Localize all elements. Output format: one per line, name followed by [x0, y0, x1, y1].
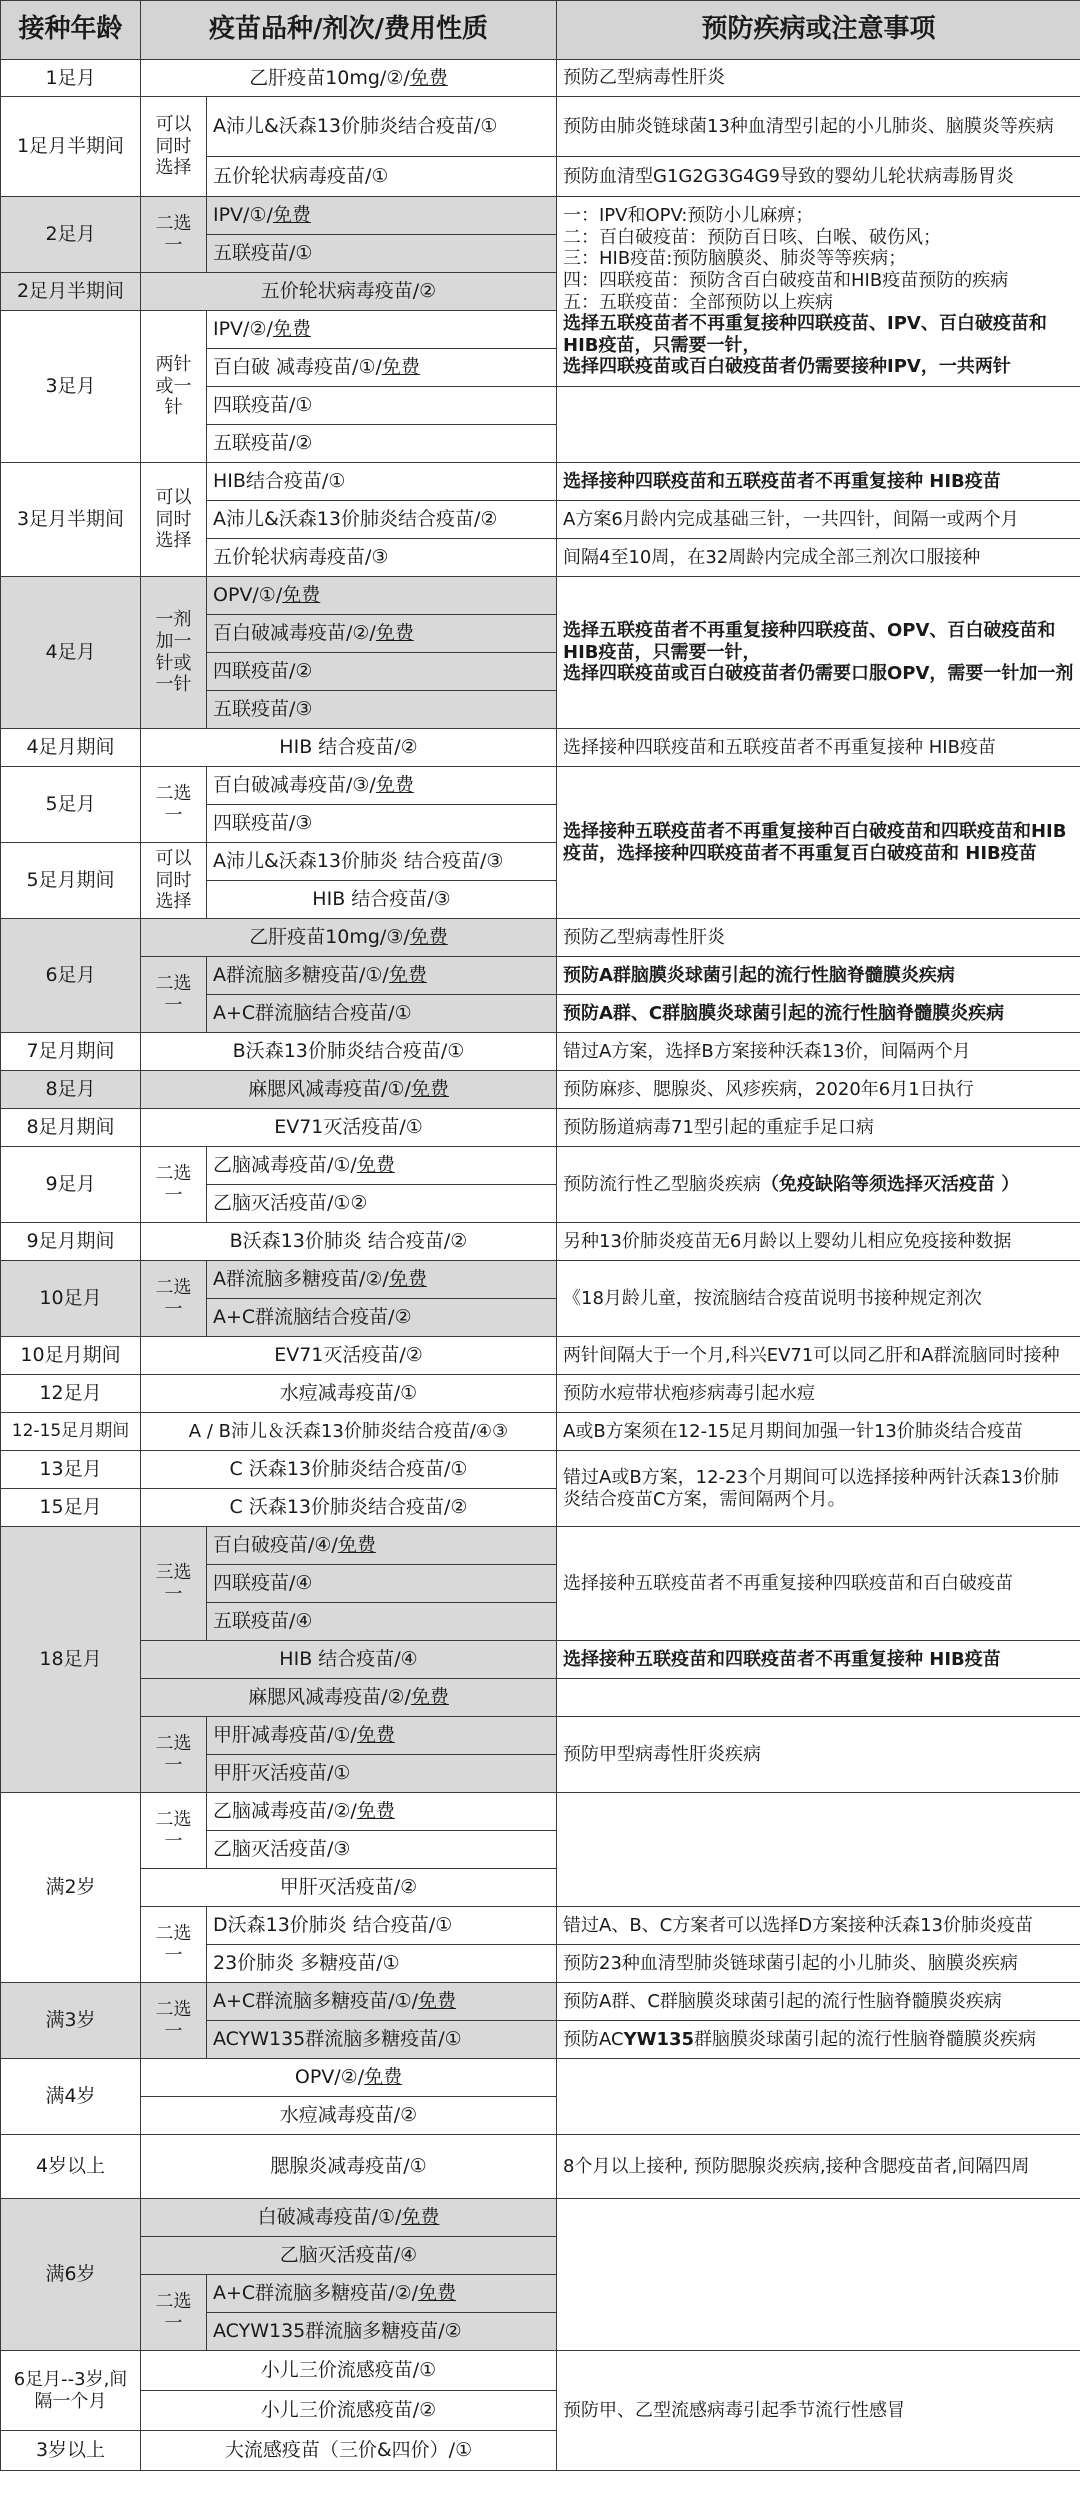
note-cell: 预防流行性乙型脑炎疾病（免疫缺陷等须选择灭活疫苗 ） — [557, 1147, 1080, 1223]
note-cell: 预防麻疹、腮腺炎、风疹疾病，2020年6月1日执行 — [557, 1071, 1080, 1109]
vaccine-cell: ACYW135群流脑多糖疫苗/② — [207, 2313, 557, 2351]
table-row — [1, 919, 1080, 957]
free-label: 免费 — [356, 1154, 395, 1177]
table-row — [1, 1907, 1080, 1945]
age-cell: 13足月 — [1, 1451, 141, 1489]
free-label: 免费 — [282, 584, 321, 607]
free-label: 免费 — [409, 66, 448, 89]
vaccine-cell: A+C群流脑多糖疫苗/①/免费 — [207, 1983, 557, 2021]
note-cell: 选择接种五联疫苗者不再重复接种百白破疫苗和四联疫苗和HIB疫苗，选择接种四联疫苗者不再重复百白破疫苗和 HIB疫苗 — [557, 767, 1080, 919]
note-cell: A方案6月龄内完成基础三针，一共四针，间隔一或两个月 — [557, 501, 1080, 539]
age-cell: 7足月期间 — [1, 1033, 141, 1071]
note-cell: 一：IPV和OPV:预防小儿麻痹； 二：百白破疫苗：预防百日咳、白喉、破伤风； 三：HIB疫苗:预防脑膜炎、肺炎等等疾病； 四：四联疫苗：预防含百白破疫苗和HIB疫苗预防的疾病 五：五联疫苗：全部预防以上疾病 选择五联疫苗者不再重复接种四联疫苗、IPV、百白破疫苗和HIB疫苗，只需要一针， 选择四联疫苗或百白破疫苗者仍需要接种IPV，一共两针 — [557, 197, 1080, 387]
age-cell: 满2岁 — [1, 1793, 141, 1983]
age-cell: 3足月半期间 — [1, 463, 141, 577]
free-label: 免费 — [388, 964, 427, 987]
vaccine-cell: 乙脑灭活疫苗/③ — [207, 1831, 557, 1869]
selection-note: 二选一 — [141, 957, 207, 1033]
selection-note: 二选一 — [141, 1147, 207, 1223]
vaccine-cell: 乙肝疫苗10mg/②/免费 — [141, 60, 557, 97]
vaccine-cell: A群流脑多糖疫苗/①/免费 — [207, 957, 557, 995]
vaccine-cell: 乙脑减毒疫苗/②/免费 — [207, 1793, 557, 1831]
note-cell: 另种13价肺炎疫苗无6月龄以上婴幼儿相应免疫接种数据 — [557, 1223, 1080, 1261]
vaccine-cell: 麻腮风减毒疫苗/②/免费 — [141, 1679, 557, 1717]
vaccine-cell: 五联疫苗/② — [207, 425, 557, 463]
vaccine-cell: HIB 结合疫苗/③ — [207, 881, 557, 919]
table-row — [1, 1983, 1080, 2021]
age-cell: 6足月 — [1, 919, 141, 1033]
free-label: 免费 — [375, 622, 414, 645]
table-row — [1, 197, 1080, 235]
vaccine-cell: A群流脑多糖疫苗/②/免费 — [207, 1261, 557, 1299]
age-cell: 3足月 — [1, 311, 141, 463]
note-cell: 错过A、B、C方案者可以选择D方案接种沃森13价肺炎疫苗 — [557, 1907, 1080, 1945]
note-cell: A或B方案须在12-15足月期间加强一针13价肺炎结合疫苗 — [557, 1413, 1080, 1451]
note-cell: 错过A方案，选择B方案接种沃森13价，间隔两个月 — [557, 1033, 1080, 1071]
free-label: 免费 — [272, 318, 311, 341]
selection-note: 二选一 — [141, 1261, 207, 1337]
free-label: 免费 — [364, 2066, 403, 2089]
vaccine-cell: 小儿三价流感疫苗/② — [141, 2391, 557, 2431]
note-cell: 选择接种四联疫苗和五联疫苗者不再重复接种 HIB疫苗 — [557, 463, 1080, 501]
selection-note: 二选一 — [141, 197, 207, 273]
age-cell: 1足月半期间 — [1, 97, 141, 197]
vaccine-cell: 乙脑减毒疫苗/①/免费 — [207, 1147, 557, 1185]
vaccine-cell: 四联疫苗/② — [207, 653, 557, 691]
vaccine-cell: EV71灭活疫苗/② — [141, 1337, 557, 1375]
vaccine-cell: B沃森13价肺炎 结合疫苗/② — [141, 1223, 557, 1261]
vaccine-cell: 白破减毒疫苗/①/免费 — [141, 2199, 557, 2237]
age-cell: 10足月期间 — [1, 1337, 141, 1375]
free-label: 免费 — [410, 1686, 449, 1709]
header-notes: 预防疾病或注意事项 — [557, 1, 1080, 60]
table-row — [1, 2351, 1080, 2391]
note-cell: 预防ACYW135群脑膜炎球菌引起的流行性脑脊髓膜炎疾病 — [557, 2021, 1080, 2059]
vaccine-cell: A沛儿&沃森13价肺炎 结合疫苗/③ — [207, 843, 557, 881]
free-label: 免费 — [410, 1078, 449, 1101]
vaccine-cell: A沛儿&沃森13价肺炎结合疫苗/② — [207, 501, 557, 539]
vaccine-cell: 水痘减毒疫苗/② — [141, 2097, 557, 2135]
table-row — [1, 97, 1080, 157]
note-cell: 预防A群、C群脑膜炎球菌引起的流行性脑脊髓膜炎疾病 — [557, 995, 1080, 1033]
note-cell: 选择接种五联疫苗和四联疫苗者不再重复接种 HIB疫苗 — [557, 1641, 1080, 1679]
selection-note: 可以同时选择 — [141, 843, 207, 919]
selection-note: 可以同时选择 — [141, 463, 207, 577]
age-cell: 6足月--3岁,间隔一个月 — [1, 2351, 141, 2431]
table-row — [1, 1033, 1080, 1071]
free-label: 免费 — [401, 2206, 440, 2229]
vaccine-cell: 甲肝减毒疫苗/①/免费 — [207, 1717, 557, 1755]
note-cell: 选择接种五联疫苗者不再重复接种四联疫苗和百白破疫苗 — [557, 1527, 1080, 1641]
vaccine-cell: IPV/①/免费 — [207, 197, 557, 235]
vaccine-cell: 23价肺炎 多糖疫苗/① — [207, 1945, 557, 1983]
header-vaccine: 疫苗品种/剂次/费用性质 — [141, 1, 557, 60]
table-row — [1, 1071, 1080, 1109]
selection-note: 一剂加一针或一针 — [141, 577, 207, 729]
note-cell: 预防甲型病毒性肝炎疾病 — [557, 1717, 1080, 1793]
age-cell: 满4岁 — [1, 2059, 141, 2135]
table-row — [1, 1451, 1080, 1489]
table-row — [1, 1679, 1080, 1717]
vaccine-cell: 腮腺炎减毒疫苗/① — [141, 2135, 557, 2199]
age-cell: 12-15足月期间 — [1, 1413, 141, 1451]
vaccine-cell: 五价轮状病毒疫苗/① — [207, 157, 557, 197]
vaccine-cell: OPV/②/免费 — [141, 2059, 557, 2097]
age-cell: 5足月 — [1, 767, 141, 843]
age-cell: 满6岁 — [1, 2199, 141, 2351]
note-cell: 8个月以上接种, 预防腮腺炎疾病,接种含腮疫苗者,间隔四周 — [557, 2135, 1080, 2199]
table-row — [1, 2135, 1080, 2199]
age-cell: 满3岁 — [1, 1983, 141, 2059]
vaccine-cell: 百白破减毒疫苗/②/免费 — [207, 615, 557, 653]
vaccine-cell: A+C群流脑多糖疫苗/②/免费 — [207, 2275, 557, 2313]
table-row — [1, 1109, 1080, 1147]
vaccine-cell: A / B沛儿＆沃森13价肺炎结合疫苗/④③ — [141, 1413, 557, 1451]
vaccine-cell: 五价轮状病毒疫苗/② — [141, 273, 557, 311]
vaccine-cell: HIB 结合疫苗/② — [141, 729, 557, 767]
selection-note: 三选一 — [141, 1527, 207, 1641]
vaccine-cell: C 沃森13价肺炎结合疫苗/① — [141, 1451, 557, 1489]
vaccine-cell: EV71灭活疫苗/① — [141, 1109, 557, 1147]
selection-note: 二选一 — [141, 2275, 207, 2351]
selection-note: 二选一 — [141, 1717, 207, 1793]
note-cell: 预防血清型G1G2G3G4G9导致的婴幼儿轮状病毒肠胃炎 — [557, 157, 1080, 197]
table-row — [1, 463, 1080, 501]
vaccine-cell: 麻腮风减毒疫苗/①/免费 — [141, 1071, 557, 1109]
note-cell: 预防乙型病毒性肝炎 — [557, 919, 1080, 957]
free-label: 免费 — [418, 2282, 457, 2305]
age-cell: 8足月 — [1, 1071, 141, 1109]
vaccine-cell: 水痘减毒疫苗/① — [141, 1375, 557, 1413]
vaccine-cell: 大流感疫苗（三价&四价）/① — [141, 2431, 557, 2471]
vaccine-cell: 甲肝灭活疫苗/① — [207, 1755, 557, 1793]
note-cell — [557, 1679, 1080, 1717]
vaccine-cell: 小儿三价流感疫苗/① — [141, 2351, 557, 2391]
table-row — [1, 1717, 1080, 1755]
vaccine-cell: ACYW135群流脑多糖疫苗/① — [207, 2021, 557, 2059]
vaccine-cell: 百白破减毒疫苗/③/免费 — [207, 767, 557, 805]
selection-note: 二选一 — [141, 1793, 207, 1869]
table-row — [1, 729, 1080, 767]
table-row — [1, 1261, 1080, 1299]
selection-note: 二选一 — [141, 1983, 207, 2059]
note-cell: 预防肠道病毒71型引起的重症手足口病 — [557, 1109, 1080, 1147]
vaccine-cell: 百白破 减毒疫苗/①/免费 — [207, 349, 557, 387]
vaccine-cell: HIB结合疫苗/① — [207, 463, 557, 501]
age-cell: 15足月 — [1, 1489, 141, 1527]
age-cell: 3岁以上 — [1, 2431, 141, 2471]
note-cell: 错过A或B方案，12-23个月期间可以选择接种两针沃森13价肺炎结合疫苗C方案，需间隔两个月。 — [557, 1451, 1080, 1527]
free-label: 免费 — [409, 926, 448, 949]
free-label: 免费 — [356, 1724, 395, 1747]
selection-note: 两针或一针 — [141, 311, 207, 463]
vaccine-cell: A+C群流脑结合疫苗/② — [207, 1299, 557, 1337]
age-cell: 2足月半期间 — [1, 273, 141, 311]
header-row — [1, 1, 1080, 60]
table-row — [1, 1793, 1080, 1831]
note-cell — [557, 387, 1080, 463]
table-row — [1, 1337, 1080, 1375]
selection-note: 二选一 — [141, 1907, 207, 1983]
vaccine-cell: IPV/②/免费 — [207, 311, 557, 349]
vaccine-cell: D沃森13价肺炎 结合疫苗/① — [207, 1907, 557, 1945]
vaccine-cell: 五价轮状病毒疫苗/③ — [207, 539, 557, 577]
free-label: 免费 — [356, 1800, 395, 1823]
table-row — [1, 1375, 1080, 1413]
note-cell: 预防A群、C群脑膜炎球菌引起的流行性脑脊髓膜炎疾病 — [557, 1983, 1080, 2021]
age-cell: 4足月 — [1, 577, 141, 729]
note-cell: 《18月龄儿童，按流脑结合疫苗说明书接种规定剂次 — [557, 1261, 1080, 1337]
vaccine-cell: 百白破疫苗/④/免费 — [207, 1527, 557, 1565]
vaccine-cell: 四联疫苗/④ — [207, 1565, 557, 1603]
free-label: 免费 — [388, 1268, 427, 1291]
free-label: 免费 — [375, 774, 414, 797]
note-cell: 预防甲、乙型流感病毒引起季节流行性感冒 — [557, 2351, 1080, 2471]
note-cell: 预防水痘带状疱疹病毒引起水痘 — [557, 1375, 1080, 1413]
vaccine-cell: B沃森13价肺炎结合疫苗/① — [141, 1033, 557, 1071]
age-cell: 9足月期间 — [1, 1223, 141, 1261]
table-row — [1, 1527, 1080, 1565]
table-row — [1, 1147, 1080, 1185]
age-cell: 10足月 — [1, 1261, 141, 1337]
note-cell: 选择接种四联疫苗和五联疫苗者不再重复接种 HIB疫苗 — [557, 729, 1080, 767]
vaccine-cell: HIB 结合疫苗/④ — [141, 1641, 557, 1679]
note-cell: 预防A群脑膜炎球菌引起的流行性脑脊髓膜炎疾病 — [557, 957, 1080, 995]
table-row — [1, 957, 1080, 995]
vaccine-cell: 乙脑灭活疫苗/①② — [207, 1185, 557, 1223]
table-row — [1, 1413, 1080, 1451]
age-cell: 1足月 — [1, 60, 141, 97]
vaccine-cell: 五联疫苗/① — [207, 235, 557, 273]
age-cell: 8足月期间 — [1, 1109, 141, 1147]
table-row — [1, 2059, 1080, 2097]
note-cell: 预防乙型病毒性肝炎 — [557, 60, 1080, 97]
table-row — [1, 60, 1080, 97]
age-cell: 4岁以上 — [1, 2135, 141, 2199]
vaccine-cell: 五联疫苗/④ — [207, 1603, 557, 1641]
vaccine-cell: OPV/①/免费 — [207, 577, 557, 615]
table-row — [1, 1223, 1080, 1261]
age-cell: 2足月 — [1, 197, 141, 273]
vaccine-cell: 甲肝灭活疫苗/② — [141, 1869, 557, 1907]
vaccine-cell: 乙脑灭活疫苗/④ — [141, 2237, 557, 2275]
vaccine-cell: 五联疫苗/③ — [207, 691, 557, 729]
selection-note: 二选一 — [141, 767, 207, 843]
note-cell — [557, 1793, 1080, 1907]
note-cell: 预防23种血清型肺炎链球菌引起的小儿肺炎、脑膜炎疾病 — [557, 1945, 1080, 1983]
vaccine-cell: 四联疫苗/③ — [207, 805, 557, 843]
table-row — [1, 767, 1080, 805]
table-row — [1, 1641, 1080, 1679]
free-label: 免费 — [381, 356, 420, 379]
free-label: 免费 — [418, 1990, 457, 2013]
vaccine-cell: C 沃森13价肺炎结合疫苗/② — [141, 1489, 557, 1527]
age-cell: 12足月 — [1, 1375, 141, 1413]
vaccine-cell: 四联疫苗/① — [207, 387, 557, 425]
vaccine-cell: A沛儿&沃森13价肺炎结合疫苗/① — [207, 97, 557, 157]
note-cell: 选择五联疫苗者不再重复接种四联疫苗、OPV、百白破疫苗和HIB疫苗，只需要一针， 选择四联疫苗或百白破疫苗者仍需要口服OPV，需要一针加一剂 — [557, 577, 1080, 729]
note-cell: 预防由肺炎链球菌13种血清型引起的小儿肺炎、脑膜炎等疾病 — [557, 97, 1080, 157]
age-cell: 18足月 — [1, 1527, 141, 1793]
note-cell: 两针间隔大于一个月,科兴EV71可以同乙肝和A群流脑同时接种 — [557, 1337, 1080, 1375]
age-cell: 9足月 — [1, 1147, 141, 1223]
note-cell — [557, 2059, 1080, 2135]
age-cell: 5足月期间 — [1, 843, 141, 919]
age-cell: 4足月期间 — [1, 729, 141, 767]
vaccine-cell: 乙肝疫苗10mg/③/免费 — [141, 919, 557, 957]
free-label: 免费 — [272, 204, 311, 227]
free-label: 免费 — [337, 1534, 376, 1557]
header-age: 接种年龄 — [1, 1, 141, 60]
vaccine-cell: A+C群流脑结合疫苗/① — [207, 995, 557, 1033]
note-cell: 间隔4至10周，在32周龄内完成全部三剂次口服接种 — [557, 539, 1080, 577]
note-cell — [557, 2199, 1080, 2351]
table-row — [1, 577, 1080, 615]
selection-note: 可以同时选择 — [141, 97, 207, 197]
table-row — [1, 2199, 1080, 2237]
